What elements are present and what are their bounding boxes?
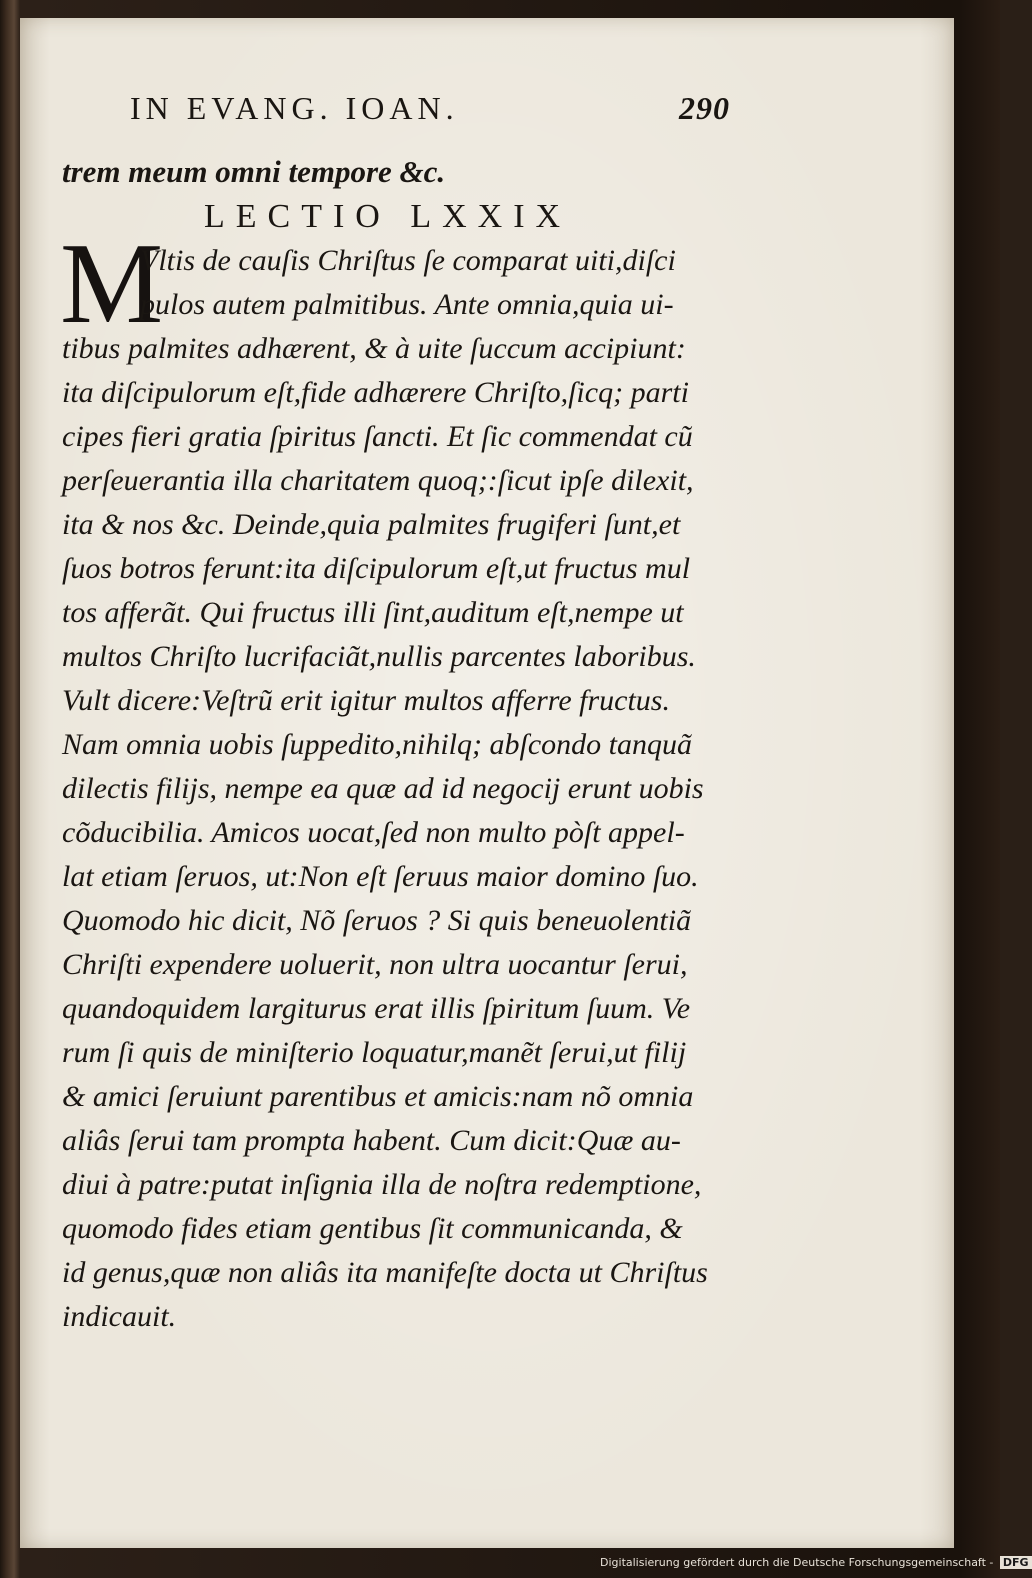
text-line: cõducibilia. Amicos uocat,ſed non multo pòſt appel- [62,816,685,849]
folio-number: 290 [679,90,730,126]
drop-cap-initial: M [60,220,164,348]
text-line: quomodo fides etiam gentibus ſit communicanda, & [62,1212,683,1245]
text-line: diui à patre:putat inſignia illa de noſtra redemptione, [62,1168,702,1201]
text-line: lat etiam ſeruos, ut:Non eſt ſeruus maior domino ſuo. [62,860,699,893]
text-line: pulos autem palmitibus. Ante omnia,quia ui- [140,288,674,321]
text-line: indicauit. [62,1300,177,1333]
credit-text: Digitalisierung gefördert durch die Deutsche Forschungsgemeinschaft - [600,1556,994,1569]
text-line: Quomodo hic dicit, Nõ ſeruos ? Si quis beneuolentiã [62,904,692,937]
section-heading: LECTIO LXXIX [204,198,572,235]
dfg-logo: DFG [1000,1556,1032,1569]
text-line: ita & nos &c. Deinde,quia palmites frugiferi ſunt,et [62,508,681,541]
running-title: IN EVANG. IOAN. [130,90,459,126]
text-line: id genus,quæ non aliâs ita manifeſte docta ut Chriſtus [62,1256,708,1289]
text-line: multos Chriſto lucrifaciãt,nullis parcentes laboribus. [62,640,696,673]
carryover-line: trem meum omni tempore &c. [62,154,446,189]
text-line: rum ſi quis de miniſterio loquatur,manẽt ſerui,ut filij [62,1036,687,1069]
digitization-credit [600,1556,1032,1569]
text-line: & amici ſeruiunt parentibus et amicis:nam nõ omnia [62,1080,694,1113]
text-line: Nam omnia uobis ſuppedito,nihilq; abſcondo tanquã [62,728,692,761]
text-line: ſuos botros ferunt:ita diſcipulorum eſt,ut fructus mul [62,552,691,585]
text-line: quandoquidem largiturus erat illis ſpiritum ſuum. Ve [62,992,691,1025]
text-line: dilectis filijs, nempe ea quæ ad id negocij erunt uobis [62,772,704,805]
text-line: perſeuerantia illa charitatem quoq;:ſicut ipſe dilexit, [62,464,694,497]
text-line: aliâs ſerui tam prompta habent. Cum dicit:Quæ au- [62,1124,681,1157]
running-head [130,90,730,130]
text-line: tos afferãt. Qui fructus illi ſint,auditum eſt,nempe ut [62,596,684,629]
text-line: cipes fieri gratia ſpiritus ſancti. Et ſic commendat cũ [62,420,693,453]
text-line: Vult dicere:Veſtrũ erit igitur multos afferre fructus. [62,684,670,717]
text-line: tibus palmites adhærent, & à uite ſuccum accipiunt: [62,332,686,365]
text-line: ita diſcipulorum eſt,fide adhærere Chriſto,ſicq; parti [62,376,689,409]
text-line: Chriſti expendere uoluerit, non ultra uocantur ſerui, [62,948,688,981]
text-line: Vltis de cauſis Chriſtus ſe comparat uiti,diſci [140,244,676,277]
